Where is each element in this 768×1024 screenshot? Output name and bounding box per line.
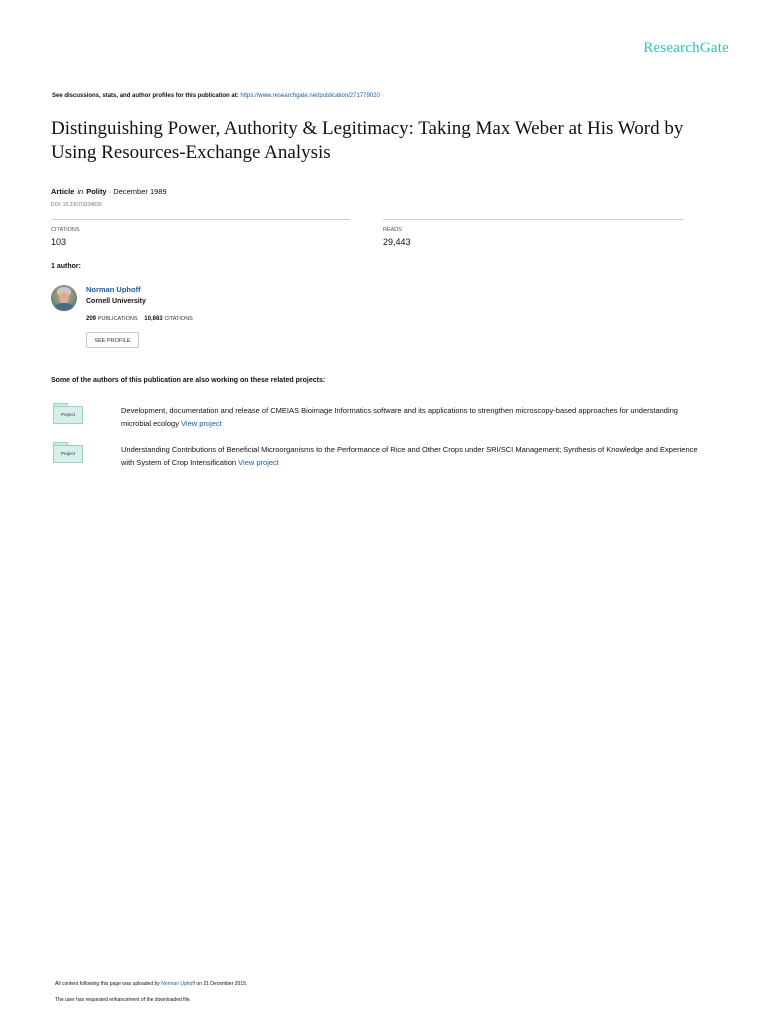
avatar[interactable] <box>51 285 77 311</box>
doi: DOI: 10.2307/3234836 <box>51 202 102 208</box>
publication-title: Distinguishing Power, Authority & Legitimacy: Taking Max Weber at His Word by Using Resources-Exchange Analysis <box>51 118 684 163</box>
project-folder-icon[interactable] <box>53 442 83 463</box>
researchgate-logo[interactable]: ResearchGate <box>643 40 729 56</box>
project-description: Development, documentation and release of CMEIAS Bioimage Informatics software and its applications to strengthen microscopy-based approaches for understanding microbial ecology <box>121 406 678 428</box>
divider-reads <box>383 219 683 220</box>
see-profile-button[interactable]: SEE PROFILE <box>86 332 139 348</box>
upload-prefix: All content following this page was uploaded by <box>55 981 160 987</box>
citations-count: 103 <box>51 237 67 247</box>
project-folder-icon[interactable] <box>53 403 83 424</box>
author-name[interactable]: Norman Uphoff <box>86 285 141 294</box>
article-type: Article <box>51 187 75 196</box>
publications-label: PUBLICATIONS <box>97 316 138 322</box>
divider-citations <box>51 219 350 220</box>
project-description: Understanding Contributions of Beneficial Microorganisms to the Performance of Rice and Other Crops under SRI/SCI Management; Synthesis of Knowledge and Experience with System of Crop Intensification <box>121 445 698 467</box>
project-icon-label: Project <box>53 406 83 424</box>
upload-note <box>55 981 247 987</box>
reads-count: 29,443 <box>383 237 411 247</box>
upload-suffix: on 21 December 2015. <box>196 981 248 987</box>
enhancement-note: The user has requested enhancement of the downloaded file. <box>55 997 191 1003</box>
citations-label: CITATIONS <box>51 227 80 233</box>
publication-link[interactable]: https://www.researchgate.net/publication/271779020 <box>240 93 380 99</box>
projects-heading: Some of the authors of this publication are also working on these related projects: <box>51 377 326 384</box>
publications-count: 209 <box>86 316 97 322</box>
uploader-link[interactable]: Norman Uphoff <box>161 981 196 987</box>
discussion-line <box>52 93 380 99</box>
author-citations-label: CITATIONS <box>164 316 193 322</box>
author-stats <box>86 316 198 322</box>
publication-meta <box>51 187 167 196</box>
view-project-link[interactable]: View project <box>181 419 222 428</box>
view-project-link[interactable]: View project <box>238 458 279 467</box>
project-item <box>121 443 706 469</box>
journal-name[interactable]: Polity <box>86 187 107 196</box>
reads-label: READS <box>383 227 402 233</box>
discussion-lead: See discussions, stats, and author profiles for this publication at: <box>52 93 239 99</box>
project-icon-label: Project <box>53 445 83 463</box>
author-citations-count: 10,663 <box>144 316 163 322</box>
avatar-shirt <box>54 303 74 311</box>
author-institution[interactable]: Cornell University <box>86 298 146 305</box>
project-item <box>121 404 706 430</box>
publication-date: · December 1989 <box>108 187 167 196</box>
authors-heading: 1 author: <box>51 263 81 270</box>
meta-in: in <box>77 187 84 196</box>
